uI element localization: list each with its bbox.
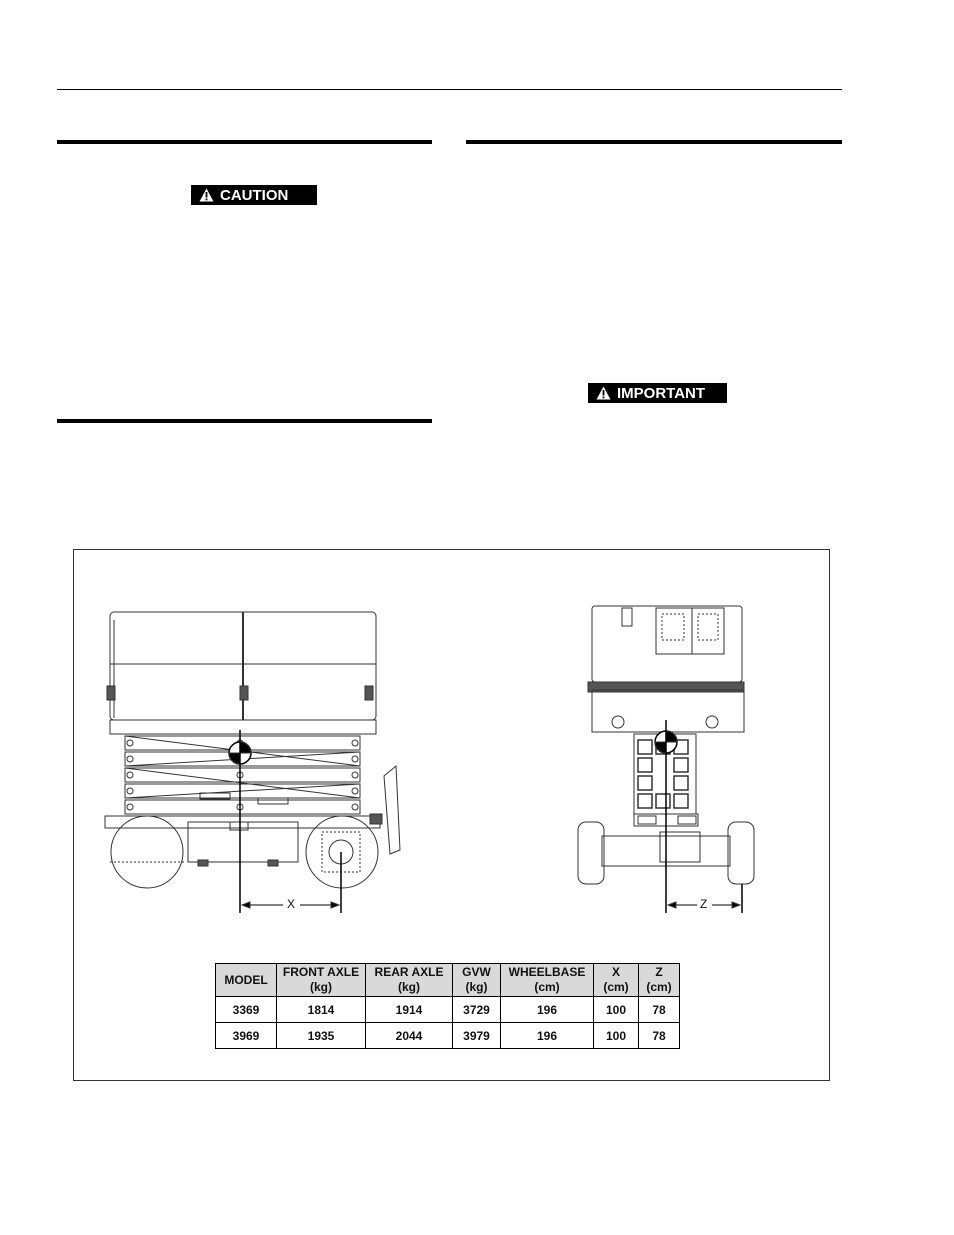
cell-x: 100 <box>594 997 639 1023</box>
left-section-rule-top <box>57 140 432 144</box>
cell-gvw: 3979 <box>453 1023 501 1049</box>
col-gvw: GVW (kg) <box>453 964 501 997</box>
cell-wheelbase: 196 <box>501 1023 594 1049</box>
axle-load-table <box>215 963 680 1049</box>
cell-front-axle: 1935 <box>277 1023 366 1049</box>
table-row <box>216 1023 680 1049</box>
important-badge <box>588 383 727 403</box>
right-section-rule-top <box>466 140 842 144</box>
col-x: X (cm) <box>594 964 639 997</box>
cell-model: 3369 <box>216 997 277 1023</box>
col-rear-axle: REAR AXLE (kg) <box>366 964 453 997</box>
col-z: Z (cm) <box>639 964 680 997</box>
cell-x: 100 <box>594 1023 639 1049</box>
col-model: MODEL <box>216 964 277 997</box>
table-header-row <box>216 964 680 997</box>
caution-badge <box>191 185 317 205</box>
caution-label: CAUTION <box>220 186 289 204</box>
col-wheelbase: WHEELBASE (cm) <box>501 964 594 997</box>
important-label: IMPORTANT <box>617 384 706 402</box>
cell-front-axle: 1814 <box>277 997 366 1023</box>
scissor-lift-front-view <box>570 600 760 920</box>
warning-triangle-icon <box>199 188 214 202</box>
warning-triangle-icon <box>596 386 611 400</box>
cell-gvw: 3729 <box>453 997 501 1023</box>
cell-z: 78 <box>639 997 680 1023</box>
scissor-lift-side-view <box>100 600 420 920</box>
cell-rear-axle: 2044 <box>366 1023 453 1049</box>
dimension-z-label: Z <box>700 897 708 911</box>
page-top-rule <box>57 89 842 90</box>
col-front-axle: FRONT AXLE (kg) <box>277 964 366 997</box>
cell-wheelbase: 196 <box>501 997 594 1023</box>
cell-rear-axle: 1914 <box>366 997 453 1023</box>
cell-model: 3969 <box>216 1023 277 1049</box>
table-row <box>216 997 680 1023</box>
dimension-x-label: X <box>287 897 296 911</box>
left-section-rule-bottom <box>57 419 432 423</box>
cell-z: 78 <box>639 1023 680 1049</box>
